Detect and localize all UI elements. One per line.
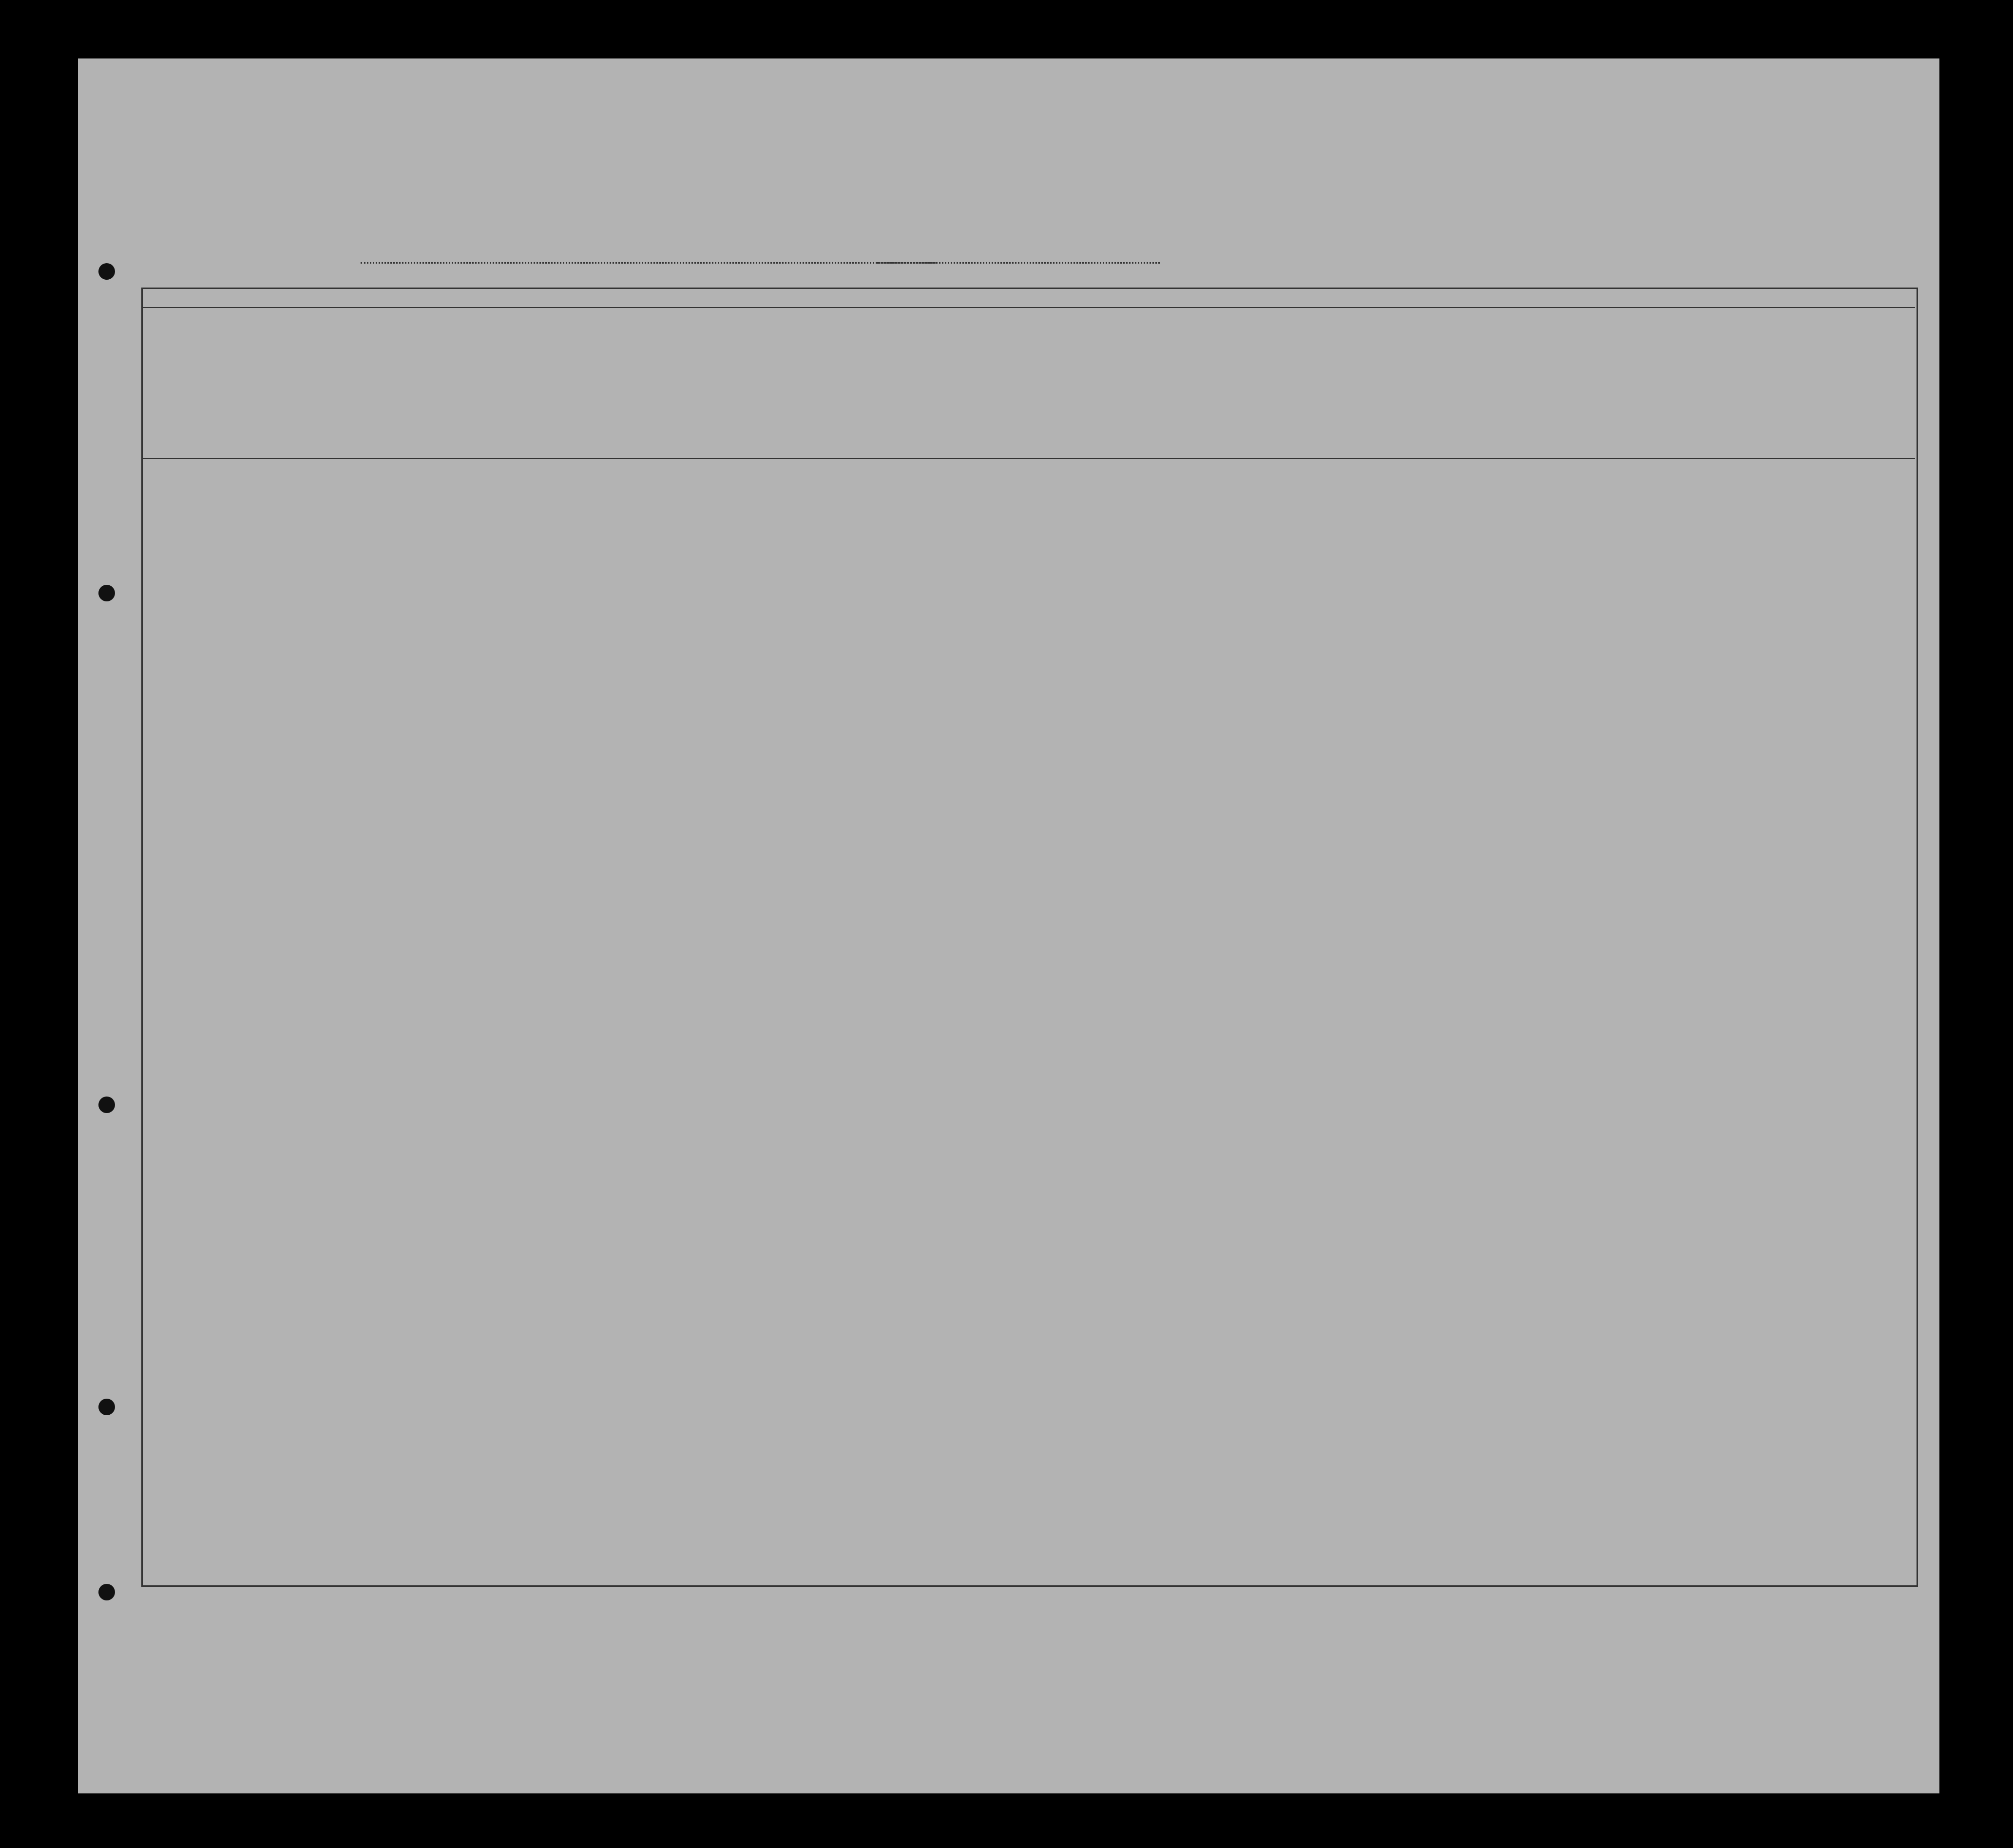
port-underline [361,262,936,264]
punch-hole-top [98,263,115,280]
punch-hole-upper [98,585,115,601]
header-bottom-rule [141,458,1915,459]
column-number-rule [141,307,1915,308]
column-numbers-row [141,288,1915,307]
punch-hole-middle [98,1097,115,1113]
date-underline [877,262,1160,264]
manifest-table [141,288,1918,1587]
punch-hole-bottom [98,1584,115,1600]
manifest-sheet [78,58,1939,1793]
punch-hole-lower [98,1399,115,1415]
